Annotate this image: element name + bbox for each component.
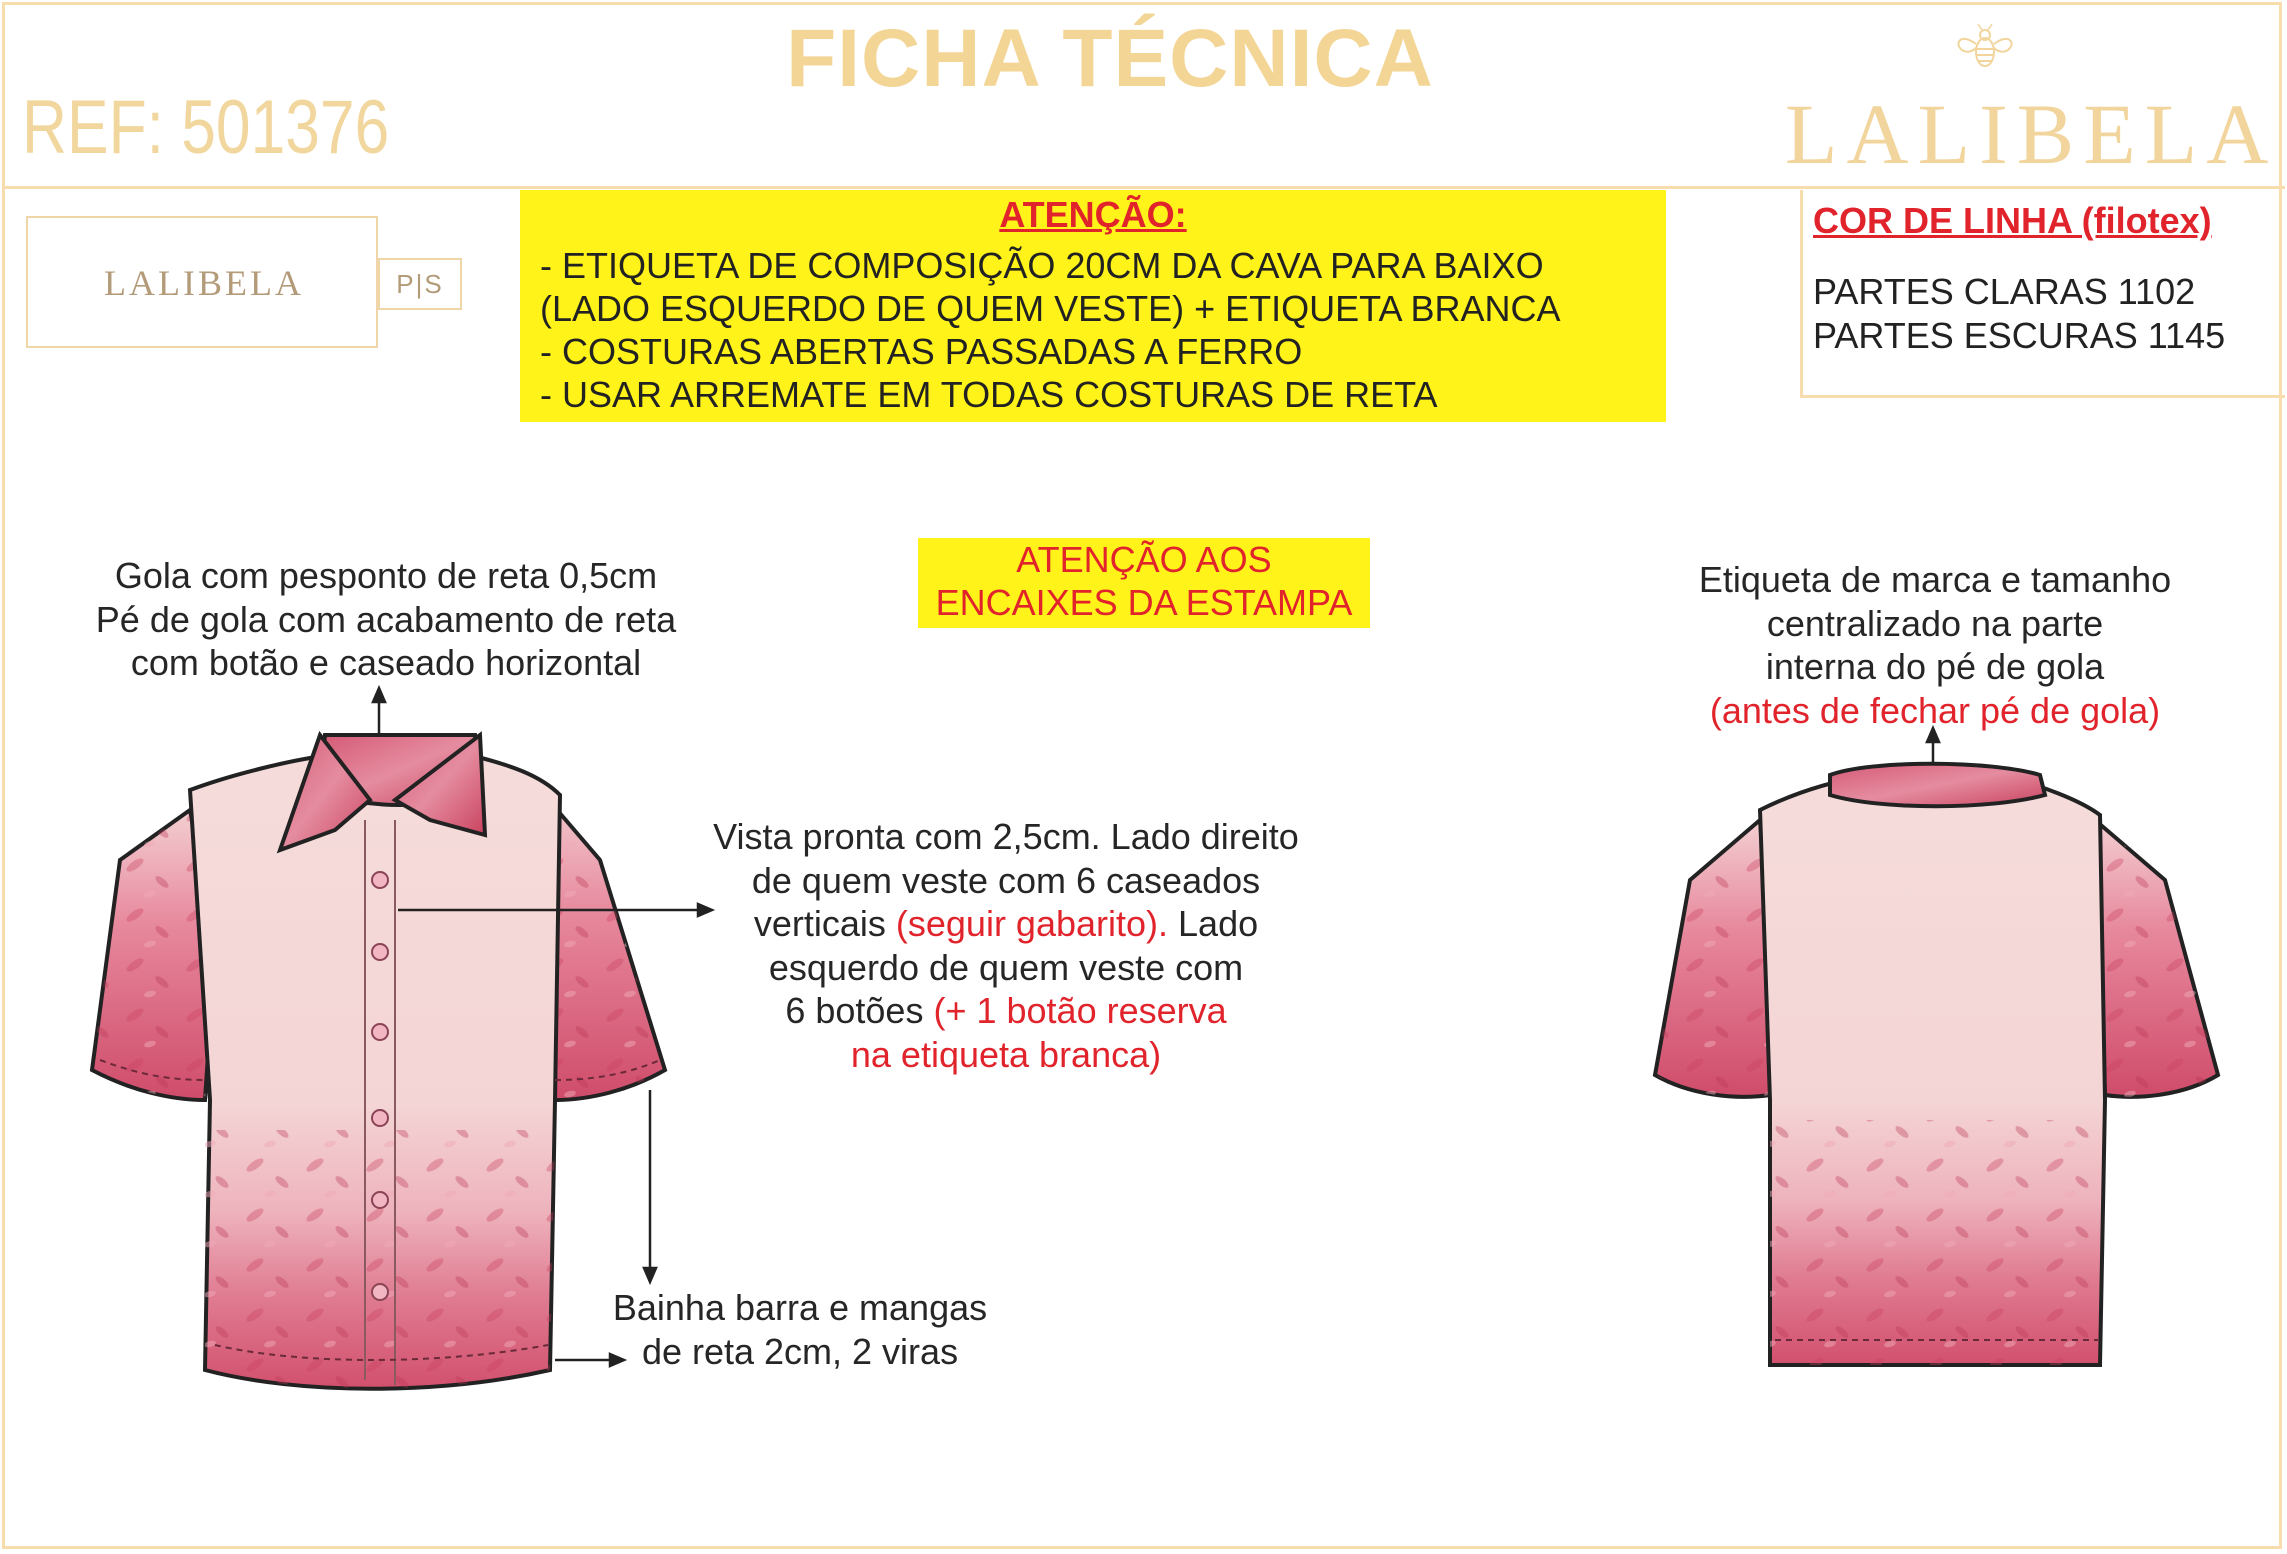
back-label-note bbox=[1660, 558, 2210, 732]
note-line: com botão e caseado horizontal bbox=[130, 642, 642, 683]
note-text-red: (+ 1 botão reserva bbox=[933, 990, 1227, 1031]
note-line-red: na etiqueta branca) bbox=[850, 1033, 1162, 1075]
attention-line: - USAR ARREMATE EM TODAS COSTURAS DE RETA bbox=[540, 374, 1438, 415]
page-title: FICHA TÉCNICA bbox=[786, 13, 1434, 104]
attention-line: - COSTURAS ABERTAS PASSADAS A FERRO bbox=[540, 331, 1303, 372]
attention-line: - ETIQUETA DE COMPOSIÇÃO 20CM DA CAVA PARA BAIXO bbox=[540, 245, 1544, 286]
note-text: Lado bbox=[1168, 903, 1259, 944]
note-text: verticais bbox=[753, 903, 896, 944]
thread-color-light: PARTES CLARAS 1102 bbox=[1813, 271, 2196, 312]
back-collar bbox=[1830, 764, 2045, 807]
brand-logo: LALIBELA bbox=[1785, 86, 2278, 182]
note-line: esquerdo de quem veste com bbox=[768, 946, 1244, 988]
note-line: Etiqueta de marca e tamanho bbox=[1698, 559, 2172, 600]
note-line: interna do pé de gola bbox=[1765, 646, 2105, 687]
print-warning-line: ENCAIXES DA ESTAMPA bbox=[935, 582, 1353, 623]
front-shirt bbox=[92, 735, 665, 1389]
thread-color-title: COR DE LINHA (filotex) bbox=[1813, 200, 2212, 241]
reference-code: REF: 501376 bbox=[22, 85, 390, 170]
collar-note bbox=[52, 554, 720, 685]
hem-note bbox=[590, 1286, 1010, 1373]
size-label-sample: P|S bbox=[378, 258, 462, 310]
note-line: Pé de gola com acabamento de reta bbox=[95, 598, 677, 640]
note-line bbox=[686, 989, 1326, 1033]
note-line: de reta 2cm, 2 viras bbox=[641, 1330, 959, 1372]
note-text: 6 botões bbox=[785, 990, 934, 1031]
attention-line: (LADO ESQUERDO DE QUEM VESTE) + ETIQUETA BRANCA bbox=[540, 288, 1561, 329]
note-line: Bainha barra e mangas bbox=[612, 1287, 988, 1328]
back-annotation-arrow bbox=[1927, 728, 1939, 762]
note-line: Gola com pesponto de reta 0,5cm bbox=[114, 555, 658, 596]
note-line-red: (antes de fechar pé de gola) bbox=[1709, 689, 2161, 731]
note-text-red: (seguir gabarito). bbox=[895, 903, 1169, 944]
attention-title: ATENÇÃO: bbox=[999, 194, 1187, 235]
label-brand-text: LALIBELA bbox=[104, 263, 304, 303]
note-line bbox=[686, 902, 1326, 946]
note-line: Vista pronta com 2,5cm. Lado direito bbox=[713, 816, 1299, 857]
placket-note bbox=[686, 815, 1326, 1076]
back-shirt bbox=[1655, 764, 2218, 1365]
note-line: de quem veste com 6 caseados bbox=[751, 859, 1261, 901]
thread-color-dark: PARTES ESCURAS 1145 bbox=[1813, 315, 2226, 356]
print-warning-line: ATENÇÃO AOS bbox=[1016, 539, 1272, 580]
note-line: centralizado na parte bbox=[1766, 602, 2104, 644]
